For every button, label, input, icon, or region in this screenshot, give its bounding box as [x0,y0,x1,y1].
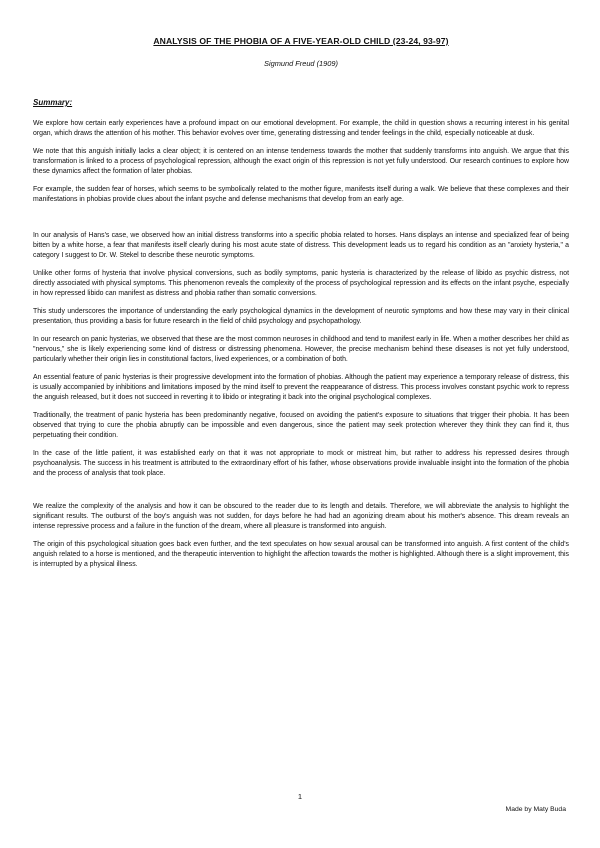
body-paragraph: Unlike other forms of hysteria that involve physical conversions, such as bodily symptoms, panic hysteria is characterized by the release of libido as psychic distress, not directly associated with physical symptoms. This phenomenon reveals the complexity of the process of psychological repression and its effects on the infant psyche, especially in how repressed libido can manifest as distress and phobia rather than somatic conversions. [33,270,569,297]
body-paragraph: The origin of this psychological situation goes back even further, and the text speculates on how sexual arousal can be transformed into anguish. A first content of the child's anguish related to a horse is mentioned, and the therapeutic intervention to highlight the affection towards the mother is highlighted. Although there is a slight improvement, this is interrupted by a physical illness. [33,541,569,568]
summary-paragraph: We explore how certain early experiences have a profound impact on our emotional development. For example, the child in question shows a recurring interest in his genital organ, which draws the attention of his mother. This behavior evolves over time, generating distressing and tender feelings in the child, especially noticeable at dusk. [33,120,569,137]
body-paragraph: An essential feature of panic hysterias is their progressive development into the formation of phobias. Although the patient may experience a temporary release of distress, this is usually accompanied by inhibitions and limitations imposed by the mind itself to prevent the reappearance of distress. This process involves constant psychic work to repress the anguish released, but it does not succeed in reverting it to libido or integrating it back into the original psychological complexes. [33,374,569,401]
page-number: 1 [297,792,303,801]
document-page [33,36,569,578]
section-spacer [33,487,569,502]
body-paragraph: In our analysis of Hans's case, we observed how an initial distress transforms into a specific phobia related to horses. Hans displays an intense and specialized fear of being bitten by a white horse, a fear that manifests itself clearly during his most acute state of distress. This development leads us to regard his condition as an "anxiety hysteria," a category I suggest to Dr. W. Stekel to describe these neurotic symptoms. [33,232,569,259]
body-paragraph: We realize the complexity of the analysis and how it can be obscured to the reader due to its length and details. Therefore, we will abbreviate the analysis to highlight the significant results. The outburst of the boy's anguish was not sudden, for days before he had had an agonizing dream about his mother's absence. This dream reveals an intense repressive process and a failure in the function of the dream, where all pleasure is transformed into anguish. [33,503,569,530]
document-title: ANALYSIS OF THE PHOBIA OF A FIVE-YEAR-OLD CHILD (23-24, 93-97) [153,36,449,46]
document-author: Sigmund Freud (1909) [264,59,338,68]
summary-paragraph: For example, the sudden fear of horses, which seems to be symbolically related to the mother figure, manifests itself during a walk. We believe that these complexes and their manifestations in phobias provide clues about the infant psyche and defense mechanisms that develop from an early age. [33,186,569,203]
summary-paragraph: We note that this anguish initially lacks a clear object; it is centered on an intense tenderness towards the mother that suddenly transforms into anguish. We argue that this transformation is linked to a process of psychological repression, although the exact origin of this repression is not yet fully understood. Our research continues to explore how these dynamics affect the formation of later phobias. [33,148,569,175]
body-paragraph: This study underscores the importance of understanding the early psychological dynamics in the development of neurotic symptoms and how these may vary in their clinical presentation, thus providing a basis for future research in the field of child psychology and psychopathology. [33,308,569,325]
body-paragraph: In our research on panic hysterias, we observed that these are the most common neuroses in childhood and tend to manifest early in life. When a mother describes her child as "nervous," she is likely experiencing some kind of distress or distressing phenomena. However, the precise mechanism behind these diseases is not yet fully understood, particularly whether their origin lies in constitutional factors, lived experiences, or a combination of both. [33,336,569,363]
body-paragraph: Traditionally, the treatment of panic hysteria has been predominantly negative, focused on avoiding the patient's exposure to situations that trigger their phobia. It has been observed that trying to cure the phobia abruptly can be impossible and even dangerous, since the patient may seek protection wherever they think they can find it, thus perpetuating their condition. [33,412,569,439]
body-paragraph: In the case of the little patient, it was established early on that it was not appropriate to mock or mistreat him, but rather to address his repressed desires through psychoanalysis. The success in his treatment is attributed to the extraordinary effort of his father, whose observations provide invaluable insight into the formation of the phobia and the process of analysis that took place. [33,450,569,477]
section-spacer [33,213,569,231]
summary-heading: Summary: [33,98,73,107]
footer-credit: Made by Maty Buda [505,806,566,813]
